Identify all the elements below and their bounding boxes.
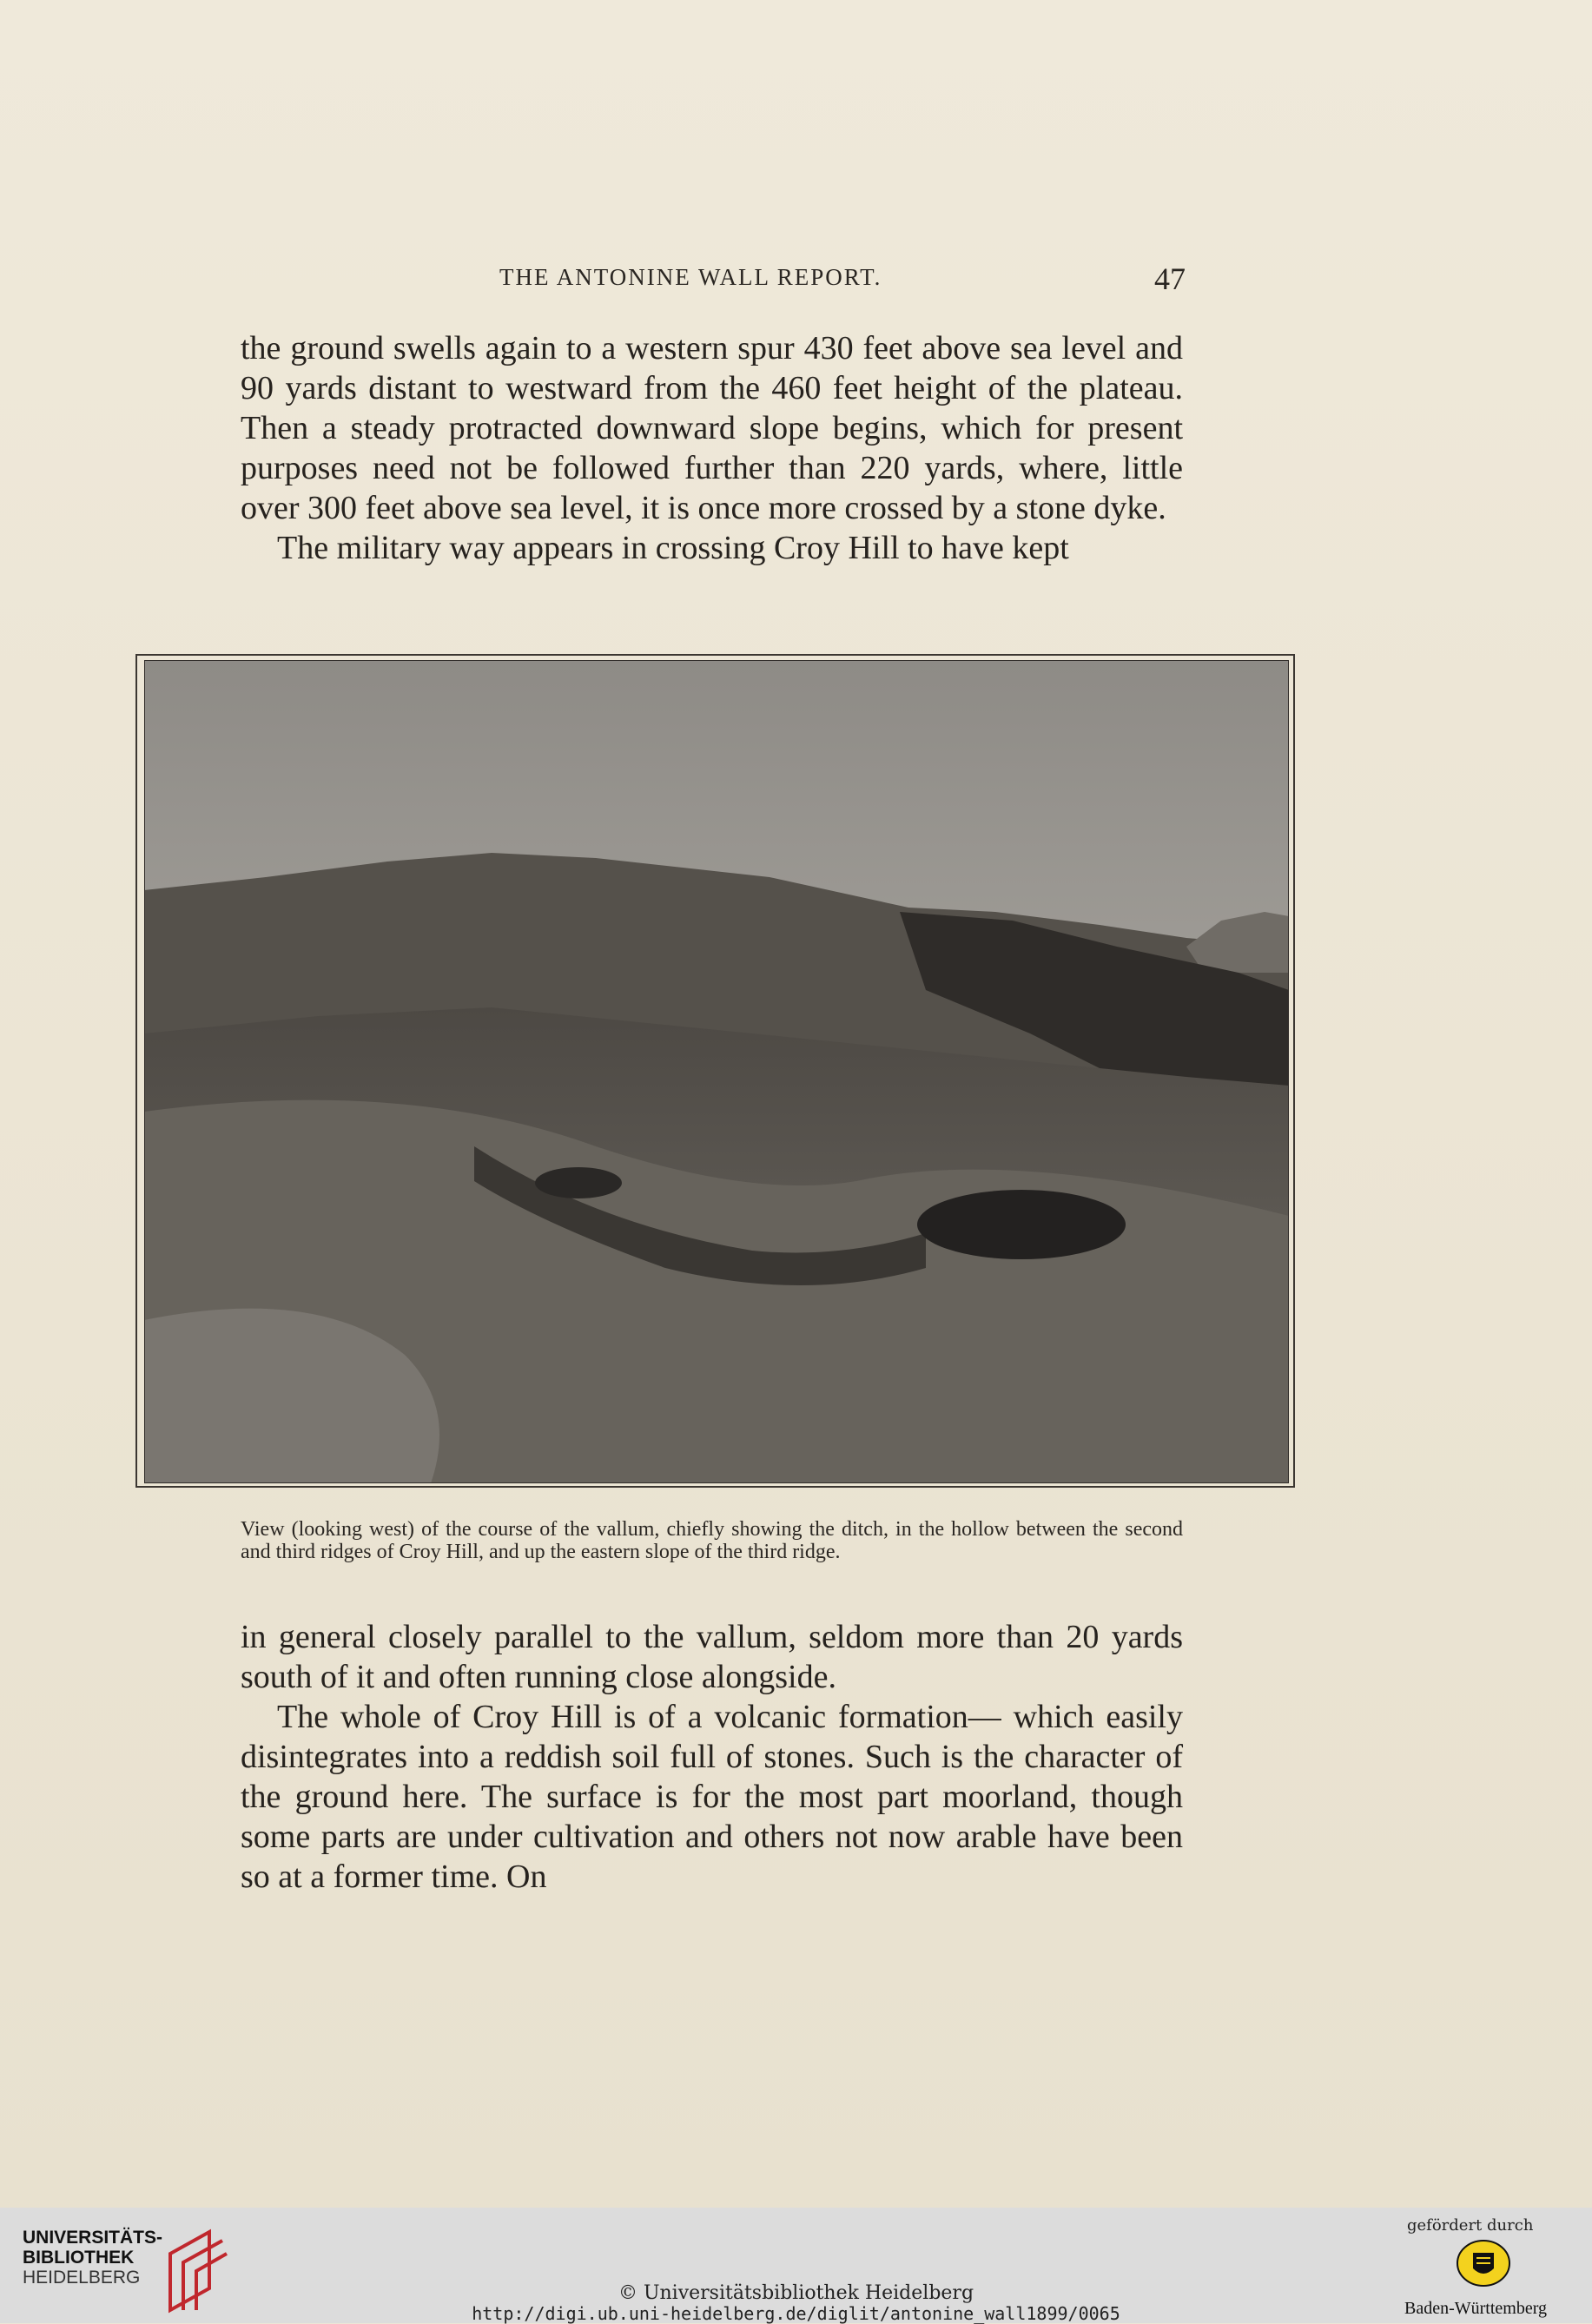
sponsor-name[interactable]: Baden-Württemberg xyxy=(1404,2299,1548,2318)
library-name-line: UNIVERSITÄTS- xyxy=(23,2228,163,2248)
library-name-line: BIBLIOTHEK xyxy=(23,2248,135,2268)
figure-caption: View (looking west) of the course of the vallum, chiefly showing the ditch, in the hollow between the second and third ridges of Croy Hill, and up the eastern slope of the third ridge. xyxy=(241,1518,1183,1563)
permalink[interactable]: http://digi.ub.uni-heidelberg.de/diglit/antonine_wall1899/0065 xyxy=(472,2303,1120,2324)
hillside-photo-illustration xyxy=(144,660,1289,1483)
paragraph: the ground swells again to a western spur 430 feet above sea level and 90 yards distant to westward from the 460 feet height of the plateau. Then a steady protracted downward slope begins, which for present purposes need not be followed further than 220 yards, where, little over 300 feet above sea level, it is once more crossed by a stone dyke. xyxy=(241,330,1183,526)
sponsor-label: gefördert durch xyxy=(1407,2216,1534,2235)
coat-of-arms-icon xyxy=(1456,2239,1511,2288)
library-name-line: HEIDELBERG xyxy=(23,2268,141,2288)
copyright-notice: © Universitätsbibliothek Heidelberg xyxy=(618,2282,974,2304)
body-text-bottom xyxy=(241,1617,1183,1897)
paragraph: The whole of Croy Hill is of a volcanic formation— which easily disintegrates into a reddish soil full of stones. Such is the character of the ground here. The surface is for the most part moorland, though some parts are under cultivation and others not now arable have been so at a former time. On xyxy=(241,1699,1183,1895)
running-head: THE ANTONINE WALL REPORT. xyxy=(499,264,882,290)
body-text-top xyxy=(241,328,1183,568)
page-header xyxy=(239,261,1186,304)
paragraph: The military way appears in crossing Croy Hill to have kept xyxy=(277,530,1069,566)
paragraph: in general closely parallel to the vallum, seldom more than 20 yards south of it and often running close alongside. xyxy=(241,1619,1183,1695)
page-number: 47 xyxy=(1154,261,1186,296)
landscape-photograph xyxy=(144,660,1289,1483)
